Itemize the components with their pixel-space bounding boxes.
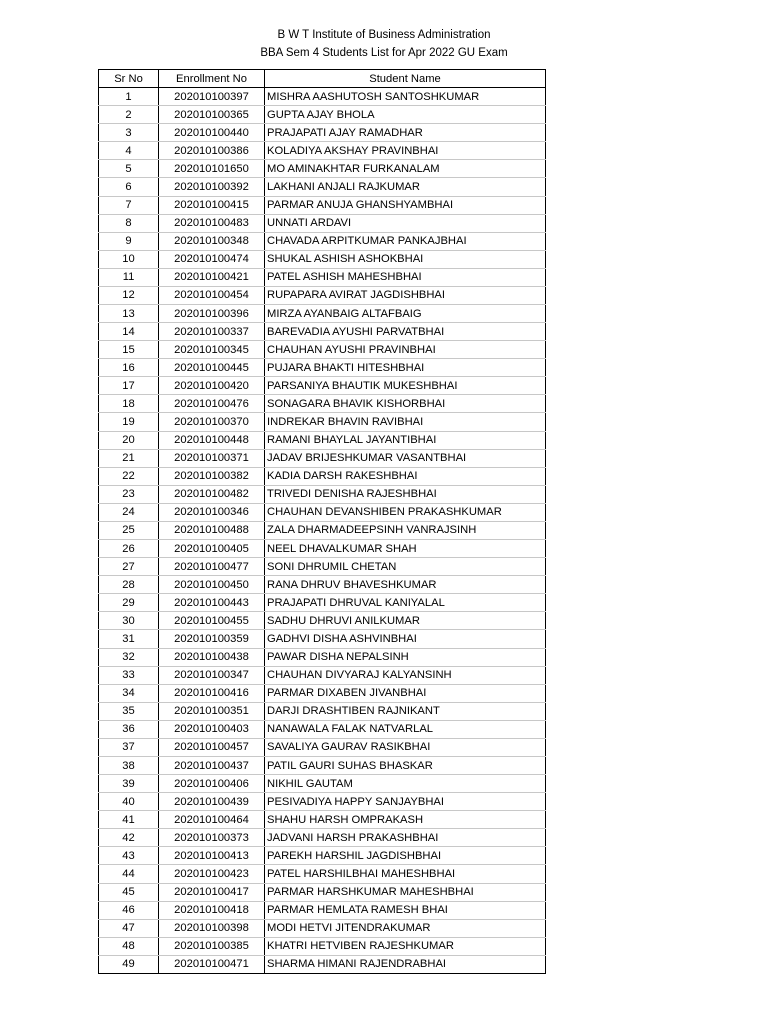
cell-student-name: MISHRA AASHUTOSH SANTOSHKUMAR	[265, 88, 546, 106]
cell-sr-no: 10	[99, 250, 159, 268]
cell-enrollment-no: 202010100457	[159, 738, 265, 756]
cell-student-name: SHUKAL ASHISH ASHOKBHAI	[265, 250, 546, 268]
cell-sr-no: 25	[99, 521, 159, 539]
cell-sr-no: 9	[99, 232, 159, 250]
cell-enrollment-no: 202010100370	[159, 413, 265, 431]
cell-enrollment-no: 202010100406	[159, 775, 265, 793]
cell-enrollment-no: 202010100373	[159, 829, 265, 847]
cell-sr-no: 3	[99, 124, 159, 142]
cell-student-name: KOLADIYA AKSHAY PRAVINBHAI	[265, 142, 546, 160]
cell-student-name: SONAGARA BHAVIK KISHORBHAI	[265, 395, 546, 413]
cell-enrollment-no: 202010100420	[159, 377, 265, 395]
cell-student-name: PARSANIYA BHAUTIK MUKESHBHAI	[265, 377, 546, 395]
cell-sr-no: 5	[99, 160, 159, 178]
cell-student-name: SHARMA HIMANI RAJENDRABHAI	[265, 955, 546, 973]
cell-student-name: CHAVADA ARPITKUMAR PANKAJBHAI	[265, 232, 546, 250]
table-row	[99, 558, 546, 576]
table-row	[99, 684, 546, 702]
cell-sr-no: 40	[99, 793, 159, 811]
cell-enrollment-no: 202010100337	[159, 323, 265, 341]
cell-sr-no: 20	[99, 431, 159, 449]
cell-student-name: PATIL GAURI SUHAS BHASKAR	[265, 756, 546, 774]
cell-student-name: ZALA DHARMADEEPSINH VANRAJSINH	[265, 521, 546, 539]
cell-sr-no: 11	[99, 268, 159, 286]
table-row	[99, 124, 546, 142]
cell-sr-no: 34	[99, 684, 159, 702]
cell-sr-no: 19	[99, 413, 159, 431]
cell-sr-no: 22	[99, 467, 159, 485]
table-row	[99, 576, 546, 594]
table-row	[99, 88, 546, 106]
cell-sr-no: 39	[99, 775, 159, 793]
cell-student-name: SAVALIYA GAURAV RASIKBHAI	[265, 738, 546, 756]
document-subtitle: BBA Sem 4 Students List for Apr 2022 GU Exam	[260, 47, 508, 59]
table-row	[99, 286, 546, 304]
table-row	[99, 865, 546, 883]
cell-enrollment-no: 202010100386	[159, 142, 265, 160]
table-row	[99, 919, 546, 937]
cell-sr-no: 43	[99, 847, 159, 865]
cell-enrollment-no: 202010100437	[159, 756, 265, 774]
cell-student-name: PARMAR DIXABEN JIVANBHAI	[265, 684, 546, 702]
table-row	[99, 648, 546, 666]
cell-student-name: PRAJAPATI DHRUVAL KANIYALAL	[265, 594, 546, 612]
cell-sr-no: 36	[99, 720, 159, 738]
cell-student-name: UNNATI ARDAVI	[265, 214, 546, 232]
table-row	[99, 503, 546, 521]
cell-student-name: PATEL HARSHILBHAI MAHESHBHAI	[265, 865, 546, 883]
cell-student-name: PESIVADIYA HAPPY SANJAYBHAI	[265, 793, 546, 811]
cell-student-name: MIRZA AYANBAIG ALTAFBAIG	[265, 305, 546, 323]
cell-sr-no: 21	[99, 449, 159, 467]
cell-sr-no: 26	[99, 540, 159, 558]
table-row	[99, 305, 546, 323]
cell-student-name: SONI DHRUMIL CHETAN	[265, 558, 546, 576]
cell-enrollment-no: 202010100443	[159, 594, 265, 612]
cell-student-name: INDREKAR BHAVIN RAVIBHAI	[265, 413, 546, 431]
cell-student-name: CHAUHAN AYUSHI PRAVINBHAI	[265, 341, 546, 359]
cell-enrollment-no: 202010100392	[159, 178, 265, 196]
table-row	[99, 720, 546, 738]
cell-student-name: MO AMINAKHTAR FURKANALAM	[265, 160, 546, 178]
cell-enrollment-no: 202010100403	[159, 720, 265, 738]
cell-student-name: BAREVADIA AYUSHI PARVATBHAI	[265, 323, 546, 341]
cell-enrollment-no: 202010100454	[159, 286, 265, 304]
table-row	[99, 630, 546, 648]
cell-enrollment-no: 202010100488	[159, 521, 265, 539]
table-row	[99, 106, 546, 124]
cell-student-name: NIKHIL GAUTAM	[265, 775, 546, 793]
table-row	[99, 178, 546, 196]
cell-enrollment-no: 202010100440	[159, 124, 265, 142]
cell-enrollment-no: 202010100413	[159, 847, 265, 865]
table-row	[99, 756, 546, 774]
cell-enrollment-no: 202010100423	[159, 865, 265, 883]
students-table	[98, 69, 546, 974]
cell-enrollment-no: 202010100346	[159, 503, 265, 521]
cell-enrollment-no: 202010100365	[159, 106, 265, 124]
cell-sr-no: 49	[99, 955, 159, 973]
table-row	[99, 160, 546, 178]
cell-sr-no: 17	[99, 377, 159, 395]
table-row	[99, 431, 546, 449]
cell-student-name: PATEL ASHISH MAHESHBHAI	[265, 268, 546, 286]
table-row	[99, 377, 546, 395]
cell-sr-no: 7	[99, 196, 159, 214]
cell-enrollment-no: 202010100438	[159, 648, 265, 666]
cell-sr-no: 32	[99, 648, 159, 666]
table-row	[99, 847, 546, 865]
table-row	[99, 449, 546, 467]
table-row	[99, 413, 546, 431]
cell-sr-no: 29	[99, 594, 159, 612]
cell-student-name: RAMANI BHAYLAL JAYANTIBHAI	[265, 431, 546, 449]
cell-sr-no: 27	[99, 558, 159, 576]
cell-student-name: JADAV BRIJESHKUMAR VASANTBHAI	[265, 449, 546, 467]
cell-sr-no: 28	[99, 576, 159, 594]
cell-enrollment-no: 202010100396	[159, 305, 265, 323]
cell-enrollment-no: 202010100418	[159, 901, 265, 919]
cell-student-name: PAREKH HARSHIL JAGDISHBHAI	[265, 847, 546, 865]
cell-student-name: RUPAPARA AVIRAT JAGDISHBHAI	[265, 286, 546, 304]
table-row	[99, 142, 546, 160]
table-row	[99, 594, 546, 612]
table-row	[99, 666, 546, 684]
table-row	[99, 196, 546, 214]
cell-student-name: PUJARA BHAKTI HITESHBHAI	[265, 359, 546, 377]
cell-student-name: PRAJAPATI AJAY RAMADHAR	[265, 124, 546, 142]
table-row	[99, 268, 546, 286]
cell-student-name: SADHU DHRUVI ANILKUMAR	[265, 612, 546, 630]
cell-sr-no: 31	[99, 630, 159, 648]
header-sr-no: Sr No	[99, 70, 159, 88]
cell-enrollment-no: 202010100474	[159, 250, 265, 268]
cell-student-name: CHAUHAN DIVYARAJ KALYANSINH	[265, 666, 546, 684]
table-header	[99, 70, 546, 88]
cell-enrollment-no: 202010100371	[159, 449, 265, 467]
cell-enrollment-no: 202010100397	[159, 88, 265, 106]
cell-student-name: GUPTA AJAY BHOLA	[265, 106, 546, 124]
table-row	[99, 612, 546, 630]
table-row	[99, 793, 546, 811]
cell-enrollment-no: 202010100348	[159, 232, 265, 250]
cell-sr-no: 24	[99, 503, 159, 521]
cell-enrollment-no: 202010100347	[159, 666, 265, 684]
cell-sr-no: 35	[99, 702, 159, 720]
cell-sr-no: 41	[99, 811, 159, 829]
cell-enrollment-no: 202010100398	[159, 919, 265, 937]
table-row	[99, 521, 546, 539]
cell-student-name: NANAWALA FALAK NATVARLAL	[265, 720, 546, 738]
cell-sr-no: 2	[99, 106, 159, 124]
cell-student-name: PARMAR HARSHKUMAR MAHESHBHAI	[265, 883, 546, 901]
cell-student-name: RANA DHRUV BHAVESHKUMAR	[265, 576, 546, 594]
table-row	[99, 829, 546, 847]
cell-sr-no: 13	[99, 305, 159, 323]
table-row	[99, 250, 546, 268]
cell-enrollment-no: 202010100385	[159, 937, 265, 955]
cell-enrollment-no: 202010100416	[159, 684, 265, 702]
table-row	[99, 883, 546, 901]
cell-enrollment-no: 202010101650	[159, 160, 265, 178]
table-row	[99, 395, 546, 413]
cell-sr-no: 8	[99, 214, 159, 232]
cell-student-name: PAWAR DISHA NEPALSINH	[265, 648, 546, 666]
cell-sr-no: 23	[99, 485, 159, 503]
cell-enrollment-no: 202010100359	[159, 630, 265, 648]
table-row	[99, 937, 546, 955]
cell-enrollment-no: 202010100445	[159, 359, 265, 377]
cell-enrollment-no: 202010100471	[159, 955, 265, 973]
cell-enrollment-no: 202010100455	[159, 612, 265, 630]
table-row	[99, 341, 546, 359]
cell-student-name: PARMAR HEMLATA RAMESH BHAI	[265, 901, 546, 919]
table-row	[99, 901, 546, 919]
table-row	[99, 702, 546, 720]
cell-student-name: GADHVI DISHA ASHVINBHAI	[265, 630, 546, 648]
cell-sr-no: 14	[99, 323, 159, 341]
cell-enrollment-no: 202010100477	[159, 558, 265, 576]
table-row	[99, 775, 546, 793]
cell-enrollment-no: 202010100464	[159, 811, 265, 829]
cell-sr-no: 38	[99, 756, 159, 774]
cell-enrollment-no: 202010100448	[159, 431, 265, 449]
header-row	[99, 70, 546, 88]
cell-student-name: SHAHU HARSH OMPRAKASH	[265, 811, 546, 829]
cell-enrollment-no: 202010100476	[159, 395, 265, 413]
table-row	[99, 359, 546, 377]
table-row	[99, 738, 546, 756]
cell-student-name: DARJI DRASHTIBEN RAJNIKANT	[265, 702, 546, 720]
cell-sr-no: 48	[99, 937, 159, 955]
cell-enrollment-no: 202010100351	[159, 702, 265, 720]
cell-sr-no: 15	[99, 341, 159, 359]
cell-student-name: MODI HETVI JITENDRAKUMAR	[265, 919, 546, 937]
cell-sr-no: 6	[99, 178, 159, 196]
cell-student-name: LAKHANI ANJALI RAJKUMAR	[265, 178, 546, 196]
cell-sr-no: 46	[99, 901, 159, 919]
cell-sr-no: 33	[99, 666, 159, 684]
cell-enrollment-no: 202010100483	[159, 214, 265, 232]
cell-enrollment-no: 202010100421	[159, 268, 265, 286]
cell-enrollment-no: 202010100345	[159, 341, 265, 359]
cell-sr-no: 42	[99, 829, 159, 847]
cell-sr-no: 37	[99, 738, 159, 756]
header-student-name: Student Name	[265, 70, 546, 88]
cell-enrollment-no: 202010100405	[159, 540, 265, 558]
table-row	[99, 485, 546, 503]
document-title: B W T Institute of Business Administration	[277, 29, 491, 41]
cell-student-name: PARMAR ANUJA GHANSHYAMBHAI	[265, 196, 546, 214]
cell-sr-no: 47	[99, 919, 159, 937]
table-row	[99, 214, 546, 232]
cell-sr-no: 4	[99, 142, 159, 160]
cell-sr-no: 12	[99, 286, 159, 304]
cell-student-name: KHATRI HETVIBEN RAJESHKUMAR	[265, 937, 546, 955]
cell-student-name: TRIVEDI DENISHA RAJESHBHAI	[265, 485, 546, 503]
cell-sr-no: 1	[99, 88, 159, 106]
table-row	[99, 811, 546, 829]
table-row	[99, 540, 546, 558]
table-body	[99, 88, 546, 974]
cell-student-name: JADVANI HARSH PRAKASHBHAI	[265, 829, 546, 847]
cell-student-name: CHAUHAN DEVANSHIBEN PRAKASHKUMAR	[265, 503, 546, 521]
cell-sr-no: 16	[99, 359, 159, 377]
table-row	[99, 467, 546, 485]
cell-student-name: KADIA DARSH RAKESHBHAI	[265, 467, 546, 485]
cell-enrollment-no: 202010100382	[159, 467, 265, 485]
table-row	[99, 955, 546, 973]
table-row	[99, 232, 546, 250]
cell-sr-no: 44	[99, 865, 159, 883]
cell-sr-no: 45	[99, 883, 159, 901]
cell-enrollment-no: 202010100439	[159, 793, 265, 811]
cell-sr-no: 30	[99, 612, 159, 630]
header-enrollment-no: Enrollment No	[159, 70, 265, 88]
cell-enrollment-no: 202010100415	[159, 196, 265, 214]
table-row	[99, 323, 546, 341]
cell-enrollment-no: 202010100450	[159, 576, 265, 594]
cell-enrollment-no: 202010100417	[159, 883, 265, 901]
cell-enrollment-no: 202010100482	[159, 485, 265, 503]
cell-student-name: NEEL DHAVALKUMAR SHAH	[265, 540, 546, 558]
cell-sr-no: 18	[99, 395, 159, 413]
